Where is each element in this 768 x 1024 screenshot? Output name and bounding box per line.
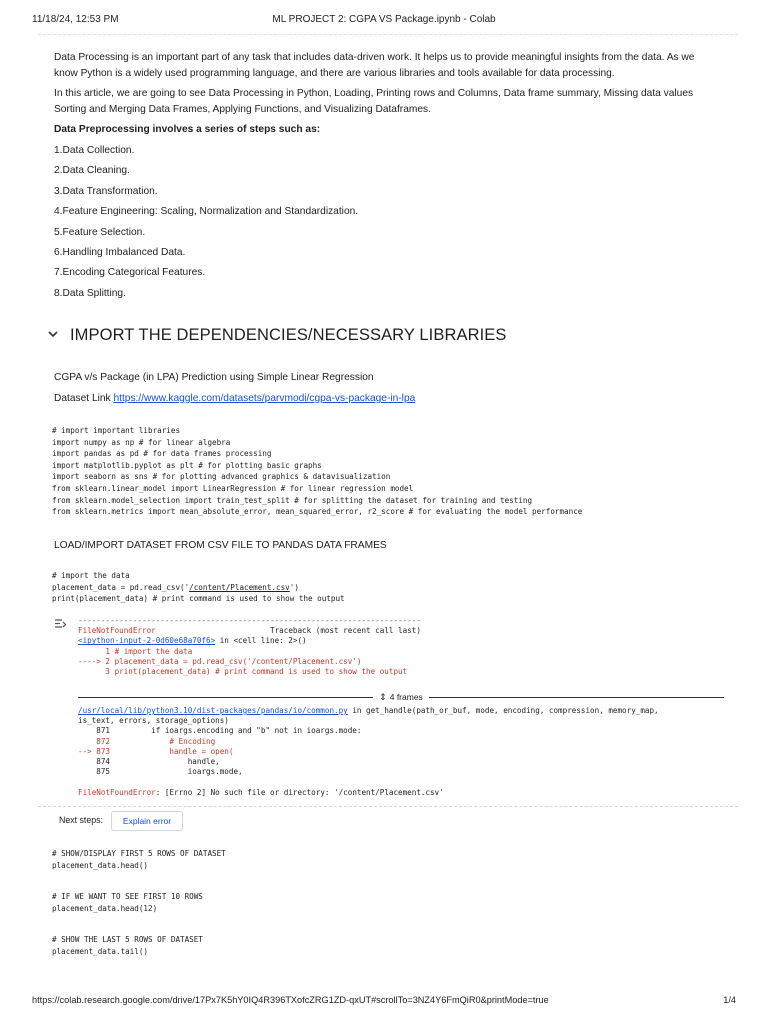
lib-path-link[interactable]: /usr/local/lib/python3.10/dist-packages/pandas/io/common.py [78, 706, 348, 715]
dataset-link-row [54, 391, 714, 407]
list-item: 2.Data Cleaning. [54, 165, 130, 177]
code-cell-imports[interactable]: # import important libraries import numpy as np # for linear algebra import pandas as pd # for data frames processing import matplotlib.pyplot as plt # for plotting basic graphs import seaborn as sns # for plotting advanced graphics & datavisualization from sklearn.linear_model import LinearRegression # for linear regression model from sklearn.model_selection import train_test_split # for splitting the dataset for training and testing from sklearn.metrics import mean_absolute_error, mean_squared_error, r2_score # for evaluating the model performance [52, 426, 583, 517]
steps-heading: Data Preprocessing involves a series of steps such as: [54, 124, 321, 135]
frames-label: 4 frames [389, 692, 423, 702]
intro-paragraph-1: Data Processing is an important part of any task that includes data-driven work. It helps us to provide meaningful insights from the data. As we know Python is a widely used programming language, and there are various libraries and tools available for data processing. [54, 52, 695, 79]
code-line: placement_data = pd.read_csv('/content/Placement.csv') [52, 582, 299, 592]
next-steps-label: Next steps: [59, 815, 104, 825]
final-error-name: FileNotFoundError [78, 787, 156, 797]
lib-in: in get_handle(path_or_buf, mode, encoding, compression, memory_map, [347, 706, 659, 715]
cell-divider [38, 34, 738, 35]
dash-line: --------------------------------------------------------------------------- [78, 616, 421, 625]
list-item: 5.Feature Selection. [54, 226, 146, 238]
code-line: print(placement_data) # print command is used to show the output [52, 594, 345, 604]
code-cell-head5[interactable]: # SHOW/DISPLAY FIRST 5 ROWS OF DATASET placement_data.head() [52, 849, 226, 870]
section-subtitle: CGPA v/s Package (in LPA) Prediction using Simple Linear Regression [54, 372, 374, 383]
section-title: IMPORT THE DEPENDENCIES/NECESSARY LIBRARIES [70, 325, 507, 344]
list-item: 6.Handling Imbalanced Data. [54, 246, 186, 258]
error-name: FileNotFoundError [78, 626, 156, 636]
list-item: 4.Feature Engineering: Scaling, Normalization and Standardization. [54, 206, 359, 218]
lib-args: is_text, errors, storage_options) [78, 716, 229, 726]
code-cell-load[interactable] [52, 570, 345, 605]
list-item: 1.Data Collection. [54, 145, 135, 156]
tb-line: 875 ioargs.mode, [78, 767, 243, 777]
cell-line-ref: in <cell line: 2>() [215, 636, 307, 646]
list-item: 8.Data Splitting. [54, 287, 126, 299]
intro-text-cell [54, 50, 714, 138]
error-output [78, 616, 421, 677]
ipython-input-link[interactable]: <ipython-input-2-0d60e68a70f6> [78, 636, 216, 646]
error-output-lib [78, 706, 659, 798]
tb-line: 3 print(placement_data) # print command is used to show the output [78, 667, 408, 677]
dataset-link[interactable]: https://www.kaggle.com/datasets/parvmodi/cgpa-vs-package-in-lpa [113, 393, 416, 404]
traceback-label: Traceback (most recent call last) [270, 626, 421, 636]
steps-list [54, 143, 714, 306]
code-line: # import the data [52, 571, 130, 580]
list-item: 3.Data Transformation. [54, 185, 158, 197]
tb-line: 872 # Encoding [78, 736, 216, 746]
list-item: 7.Encoding Categorical Features. [54, 267, 206, 279]
tb-line: --> 873 handle = open( [78, 746, 234, 756]
intro-paragraph-2: In this article, we are going to see Data Processing in Python, Loading, Printing rows and Columns, Data frame summary, Missing data values Sorting and Merging Data Frames, Applying Functions, and Visualizing Dataframes. [54, 88, 694, 115]
final-error-msg: : [Errno 2] No such file or directory: '/content/Placement.csv' [155, 787, 444, 797]
unfold-icon: ⇕ [379, 691, 387, 702]
frames-toggle[interactable] [78, 690, 724, 704]
output-toggle-icon[interactable] [54, 618, 68, 630]
load-heading: LOAD/IMPORT DATASET FROM CSV FILE TO PANDAS DATA FRAMES [54, 540, 387, 551]
tb-line: ----> 2 placement_data = pd.read_csv('/content/Placement.csv') [78, 656, 362, 666]
tb-line: 1 # import the data [78, 646, 193, 656]
code-cell-head10[interactable]: # IF WE WANT TO SEE FIRST 10 ROWS placement_data.head(12) [52, 892, 203, 913]
page-title: ML PROJECT 2: CGPA VS Package.ipynb - Colab [272, 14, 496, 25]
footer-url: https://colab.research.google.com/drive/17Px7K5hY0IQ4R396TXofcZRG1ZD-qxUT#scrollTo=3NZ4Y6FmQiR0&printMode=true [32, 995, 549, 1005]
section-header[interactable] [46, 324, 506, 346]
output-divider [38, 806, 738, 807]
explain-error-button[interactable]: Explain error [111, 811, 183, 831]
tb-line: 871 if ioargs.encoding and "b" not in ioargs.mode: [78, 726, 362, 736]
tb-line: 874 handle, [78, 757, 220, 767]
print-datetime: 11/18/24, 12:53 PM [32, 14, 119, 25]
code-cell-tail[interactable]: # SHOW THE LAST 5 ROWS OF DATASET placement_data.tail() [52, 935, 203, 956]
page-number: 1/4 [723, 995, 736, 1005]
chevron-down-icon[interactable] [46, 329, 60, 341]
path-link[interactable]: /content/Placement.csv [189, 582, 290, 592]
dataset-label: Dataset Link [54, 393, 114, 404]
